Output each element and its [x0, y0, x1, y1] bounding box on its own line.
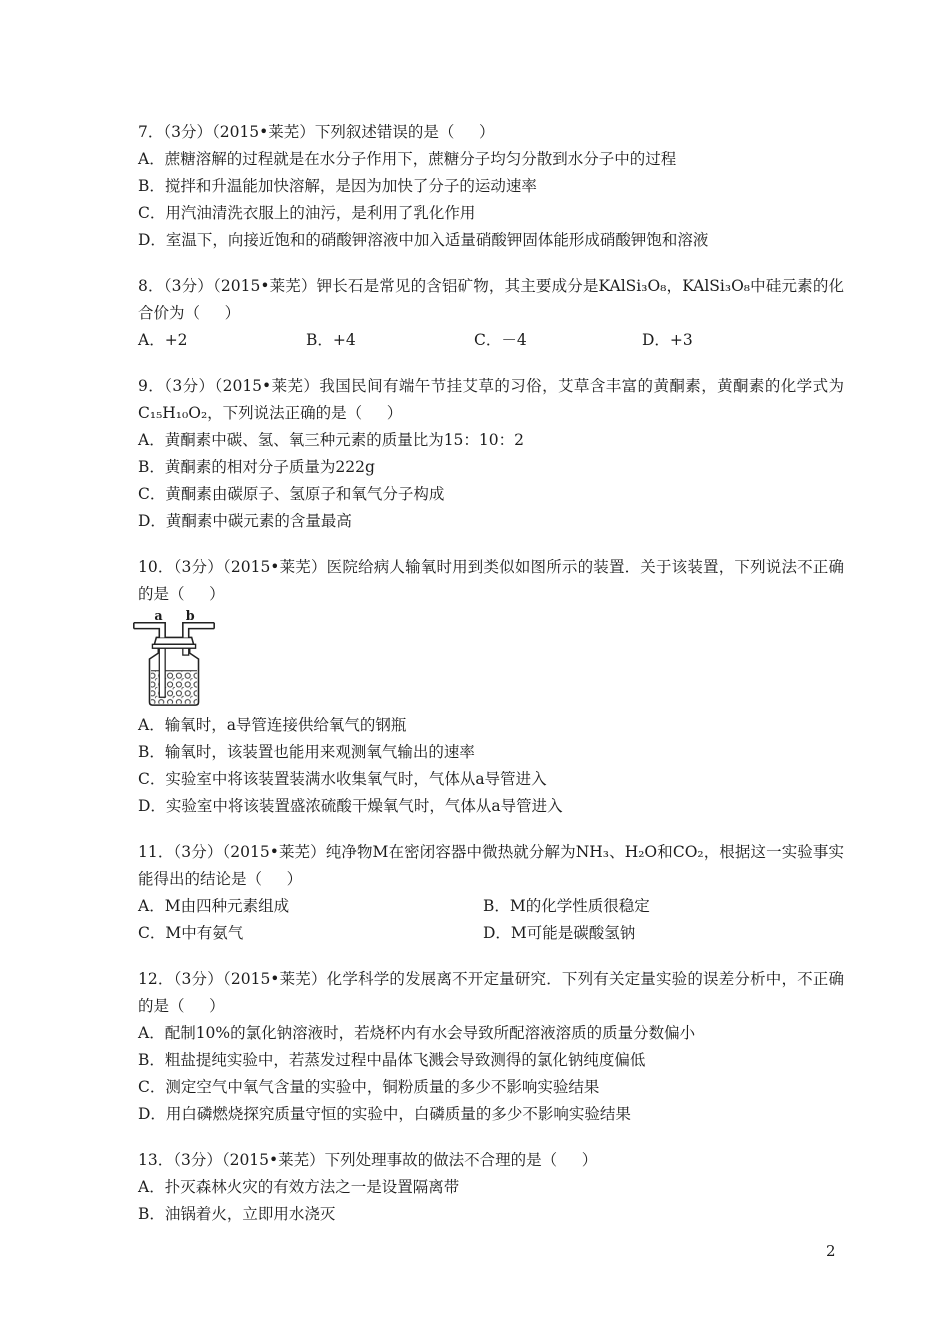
- question-9-options: [138, 427, 844, 535]
- question-8-options: [138, 327, 844, 354]
- tube-a-inner: [159, 645, 165, 697]
- option-b: B．M的化学性质很稳定: [483, 897, 650, 915]
- question-12: [138, 966, 844, 1128]
- option-a: A．扑灭森林火灾的有效方法之一是设置隔离带: [138, 1178, 460, 1196]
- option-b: B．输氧时，该装置也能用来观测氧气输出的速率: [138, 743, 475, 761]
- option-b: B．油锅着火，立即用水浇灭: [138, 1205, 336, 1223]
- option-a: A．配制10%的氯化钠溶液时，若烧杯内有水会导致所配溶液溶质的质量分数偏小: [138, 1024, 696, 1042]
- gas-washing-bottle-figure: [130, 610, 844, 710]
- tube-a-label: a: [154, 610, 163, 624]
- question-13-stem: 13．（3分）（2015•莱芜）下列处理事故的做法不合理的是（ ）: [138, 1151, 598, 1169]
- question-11-stem: 11．（3分）（2015•莱芜）纯净物M在密闭容器中微热就分解为NH₃、H₂O和CO₂，根据这一实验事实能得出的结论是（ ）: [138, 843, 844, 888]
- stopper: [154, 637, 193, 644]
- option-d: D．室温下，向接近饱和的硝酸钾溶液中加入适量硝酸钾固体能形成硝酸钾饱和溶液: [138, 231, 709, 249]
- question-9-stem: 9．（3分）（2015•莱芜）我国民间有端午节挂艾草的习俗，艾草含丰富的黄酮素，黄酮素的化学式为C₁₅H₁₀O₂，下列说法正确的是（ ）: [138, 377, 844, 422]
- liquid: [151, 671, 197, 704]
- option-c: C．－4: [474, 331, 527, 349]
- option-a: A．蔗糖溶解的过程就是在水分子作用下，蔗糖分子均匀分散到水分子中的过程: [138, 150, 677, 168]
- option-b: B．黄酮素的相对分子质量为222g: [138, 458, 375, 476]
- stopper-lip: [152, 644, 195, 648]
- option-d: D．黄酮素中碳元素的含量最高: [138, 512, 352, 530]
- question-7-stem: 7．（3分）（2015•莱芜）下列叙述错误的是（ ）: [138, 123, 495, 141]
- tube-a-arm-fill: [134, 623, 165, 638]
- question-11: [138, 839, 844, 947]
- page-content: [138, 119, 844, 1247]
- question-11-options: [138, 893, 844, 947]
- option-a: A．M由四种元素组成: [138, 897, 290, 915]
- option-a: A．输氧时，a导管连接供给氧气的钢瓶: [138, 716, 407, 734]
- option-d: D．M可能是碳酸氢钠: [483, 924, 636, 942]
- option-b: B．搅拌和升温能加快溶解，是因为加快了分子的运动速率: [138, 177, 537, 195]
- option-c: C．用汽油清洗衣服上的油污，是利用了乳化作用: [138, 204, 476, 222]
- option-c: C．测定空气中氧气含量的实验中，铜粉质量的多少不影响实验结果: [138, 1078, 600, 1096]
- option-d: D．实验室中将该装置盛浓硫酸干燥氧气时，气体从a导管进入: [138, 797, 563, 815]
- tube-b-label: b: [185, 610, 195, 624]
- option-d: D．+3: [642, 331, 693, 349]
- option-a: A．+2: [138, 331, 188, 349]
- question-8: [138, 273, 844, 354]
- option-a: A．黄酮素中碳、氢、氧三种元素的质量比为15：10：2: [138, 431, 525, 449]
- question-8-stem: 8．（3分）（2015•莱芜）钾长石是常见的含铝矿物，其主要成分是KAlSi₃O₈，KAlSi₃O₈中硅元素的化合价为（ ）: [138, 277, 844, 322]
- question-13-options: [138, 1174, 844, 1228]
- question-13: [138, 1147, 844, 1228]
- question-12-stem: 12．（3分）（2015•莱芜）化学科学的发展离不开定量研究．下列有关定量实验的误差分析中，不正确的是（ ）: [138, 970, 844, 1015]
- tube-b-arm-fill: [183, 623, 214, 638]
- option-c: C．黄酮素由碳原子、氢原子和氧气分子构成: [138, 485, 445, 503]
- question-12-options: [138, 1020, 844, 1128]
- question-9: [138, 373, 844, 535]
- page-number: 2: [826, 1242, 836, 1260]
- option-d: D．用白磷燃烧探究质量守恒的实验中，白磷质量的多少不影响实验结果: [138, 1105, 631, 1123]
- option-c: C．M中有氨气: [138, 924, 244, 942]
- question-10-stem: 10．（3分）（2015•莱芜）医院给病人输氧时用到类似如图所示的装置．关于该装置，下列说法不正确的是（ ）: [138, 558, 844, 603]
- option-b: B．粗盐提纯实验中，若蒸发过程中晶体飞溅会导致测得的氯化钠纯度偏低: [138, 1051, 646, 1069]
- question-10-options: [138, 712, 844, 820]
- gas-washing-bottle-drawing: [130, 610, 218, 710]
- option-c: C．实验室中将该装置装满水收集氧气时，气体从a导管进入: [138, 770, 547, 788]
- question-7-options: [138, 146, 844, 254]
- question-10: [138, 554, 844, 820]
- option-b: B．+4: [306, 331, 356, 349]
- question-7: [138, 119, 844, 254]
